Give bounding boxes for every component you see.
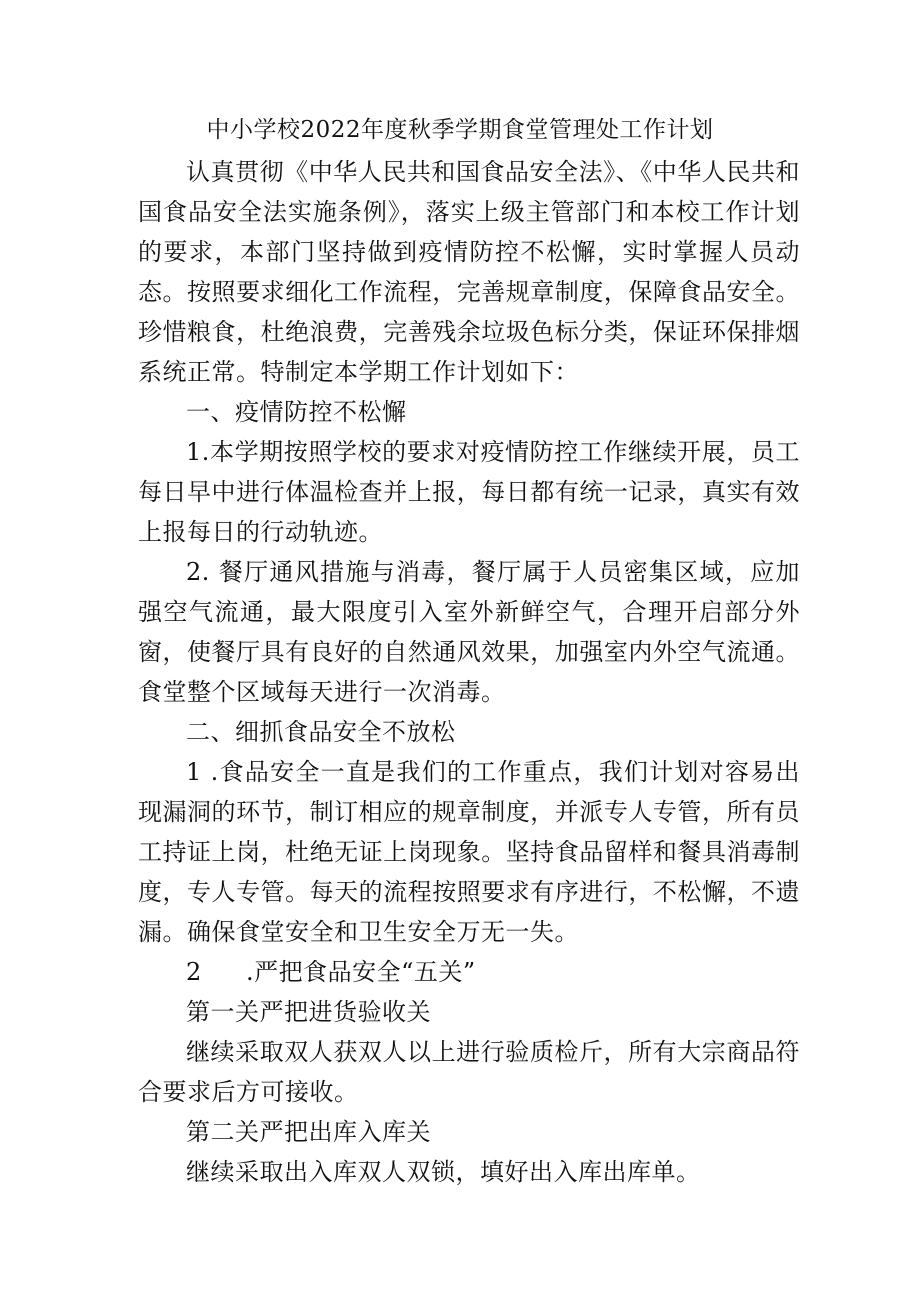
section2-item2-number: 2: [186, 958, 202, 986]
document-body: [138, 152, 800, 1192]
section1-item1: 1.本学期按照学校的要求对疫情防控工作继续开展，员工每日早中进行体温检查并上报，每日都有统一记录，真实有效上报每日的行动轨迹。: [138, 438, 800, 546]
gate1-text: 继续采取双人获双人以上进行验质检斤，所有大宗商品符合要求后方可接收。: [138, 1038, 800, 1106]
intro-paragraph: 认真贯彻《中华人民共和国食品安全法》、《中华人民共和国食品安全法实施条例》，落实上级主管部门和本校工作计划的要求，本部门坚持做到疫情防控不松懈，实时掌握人员动态。按照要求细化工作流程，完善规章制度，保障食品安全。珍惜粮食，杜绝浪费，完善残余垃圾色标分类，保证环保排烟系统正常。特制定本学期工作计划如下：: [138, 158, 800, 386]
section2-item1: 1 .食品安全一直是我们的工作重点，我们计划对容易出现漏洞的环节，制订相应的规章制度，并派专人专管，所有员工持证上岗，杜绝无证上岗现象。坚持食品留样和餐具消毒制度，专人专管。每天的流程按照要求有序进行，不松懈，不遗漏。确保食堂安全和卫生安全万无一失。: [138, 758, 800, 946]
section2-item2: [138, 952, 800, 992]
section2-heading: 二、细抓食品安全不放松: [186, 718, 456, 746]
gate2-heading: 第二关严把出库入库关: [186, 1118, 431, 1146]
section1-heading: 一、疫情防控不松懈: [186, 398, 407, 426]
section2-item2-text: .严把食品安全“五关”: [246, 958, 476, 986]
section1-item2: 2. 餐厅通风措施与消毒，餐厅属于人员密集区域，应加强空气流通，最大限度引入室外新鲜空气，合理开启部分外窗，使餐厅具有良好的自然通风效果，加强室内外空气流通。食堂整个区域每天进行一次消毒。: [138, 558, 800, 706]
gate1-heading: 第一关严把进货验收关: [186, 998, 431, 1026]
gate2-text: 继续采取出入库双人双锁，填好出入库出库单。: [186, 1158, 701, 1186]
document-title: 中小学校2022年度秋季学期食堂管理处工作计划: [206, 117, 714, 143]
